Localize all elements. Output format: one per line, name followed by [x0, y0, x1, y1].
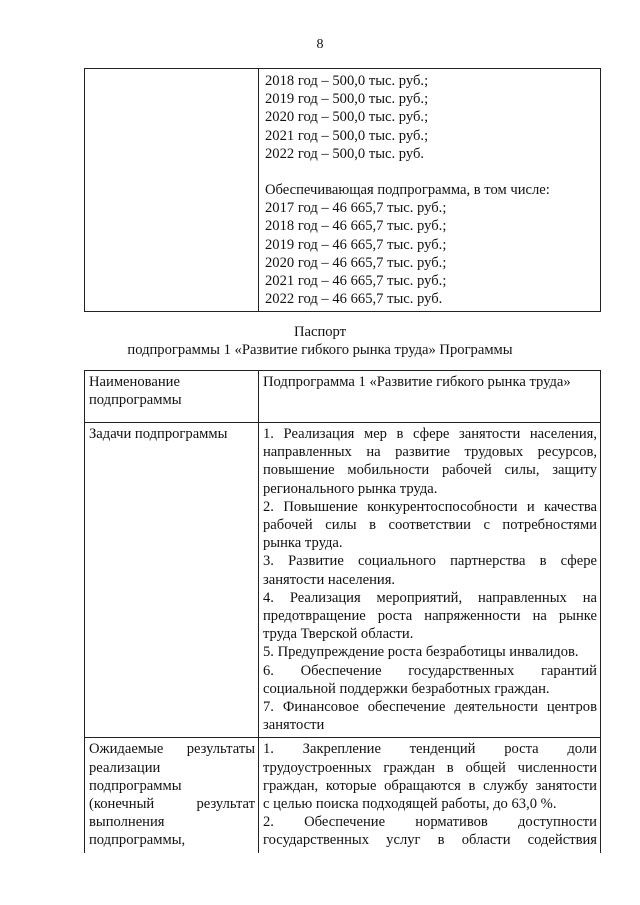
passport-label-line: реализации — [89, 759, 161, 776]
funding-line: 2018 год – 46 665,7 тыс. руб.; — [265, 218, 447, 235]
passport-title: Паспорт — [293, 324, 347, 340]
task-line: повышение мобильности рабочей силы, защиту — [263, 462, 597, 479]
funding-subheading: Обеспечивающая подпрограмма, в том числе: — [265, 182, 550, 199]
passport-label-line: подпрограммы — [89, 392, 182, 409]
funding-gap — [265, 163, 597, 181]
passport-label-cell — [85, 371, 259, 423]
passport-label-line: подпрограммы — [89, 777, 182, 794]
funding-line: 2019 год – 500,0 тыс. руб.; — [265, 91, 429, 108]
task-line: 3. Развитие социального партнерства в сфере — [263, 553, 597, 570]
funding-line: 2020 год – 500,0 тыс. руб.; — [265, 109, 429, 126]
result-line: 1. Закрепление тенденций роста доли — [263, 741, 597, 758]
passport-row-name — [85, 371, 601, 423]
task-line: социальной поддержки безработных граждан. — [263, 680, 550, 697]
funding-table — [84, 68, 601, 312]
task-line: занятости населения. — [263, 571, 396, 588]
task-line: рынка труда. — [263, 535, 343, 552]
task-line: рабочей силы в соответствии с потребностями — [263, 517, 597, 534]
funding-line: 2020 год – 46 665,7 тыс. руб.; — [265, 254, 447, 271]
task-line: 6. Обеспечение государственных гарантий — [263, 662, 597, 679]
task-line: 1. Реализация мер в сфере занятости населения, — [263, 426, 597, 442]
task-line: регионального рынка труда. — [263, 480, 438, 497]
task-line: 2. Повышение конкурентоспособности и качества — [263, 498, 597, 515]
result-line: с целью поиска подходящей работы, до 63,0 %. — [263, 796, 557, 813]
passport-value-cell — [259, 738, 601, 853]
task-line: 5. Предупреждение роста безработицы инвалидов. — [263, 644, 579, 661]
funding-row — [85, 69, 601, 312]
funding-value-cell — [259, 69, 601, 312]
task-line: направленных на развитие трудовых ресурсов, — [263, 444, 597, 461]
passport-label-line: Ожидаемые результаты — [89, 741, 255, 758]
passport-label-line: Наименование — [89, 374, 180, 390]
task-line: предотвращение роста напряженности на рынке — [263, 608, 597, 625]
funding-line: 2018 год – 500,0 тыс. руб.; — [265, 73, 429, 89]
result-line: трудоустроенных граждан в общей численности — [263, 759, 597, 776]
passport-value-line: Подпрограмма 1 «Развитие гибкого рынка труда» — [263, 374, 571, 390]
result-line: государственных услуг в области содействия — [263, 832, 597, 849]
passport-label-line: подпрограммы, — [89, 832, 186, 849]
result-line: 2. Обеспечение нормативов доступности — [263, 814, 597, 831]
funding-label-cell — [85, 69, 259, 312]
passport-label-cell — [85, 423, 259, 738]
passport-subtitle: подпрограммы 1 «Развитие гибкого рынка труда» Программы — [127, 342, 513, 358]
result-line: граждан, которые обращаются в службу занятости — [263, 777, 597, 794]
page-number: 8 — [316, 37, 324, 52]
passport-label-line: Задачи подпрограммы — [89, 426, 228, 442]
task-line: труда Тверской области. — [263, 626, 414, 643]
task-line: 7. Финансовое обеспечение деятельности центров — [263, 699, 597, 716]
passport-label-line: (конечный результат — [89, 796, 255, 813]
passport-label-cell — [85, 738, 259, 853]
funding-line: 2022 год – 500,0 тыс. руб. — [265, 145, 425, 162]
task-line: 4. Реализация мероприятий, направленных на — [263, 589, 597, 606]
passport-value-cell — [259, 423, 601, 738]
funding-line: 2019 год – 46 665,7 тыс. руб.; — [265, 236, 447, 253]
passport-value-cell — [259, 371, 601, 423]
task-line: занятости — [263, 717, 325, 734]
passport-label-line: выполнения — [89, 814, 165, 831]
funding-line: 2017 год – 46 665,7 тыс. руб.; — [265, 200, 447, 217]
passport-row-results — [85, 738, 601, 853]
funding-line: 2022 год – 46 665,7 тыс. руб. — [265, 291, 443, 308]
passport-row-tasks — [85, 423, 601, 738]
funding-line: 2021 год – 46 665,7 тыс. руб.; — [265, 273, 447, 290]
passport-table — [84, 370, 601, 853]
funding-line: 2021 год – 500,0 тыс. руб.; — [265, 127, 429, 144]
